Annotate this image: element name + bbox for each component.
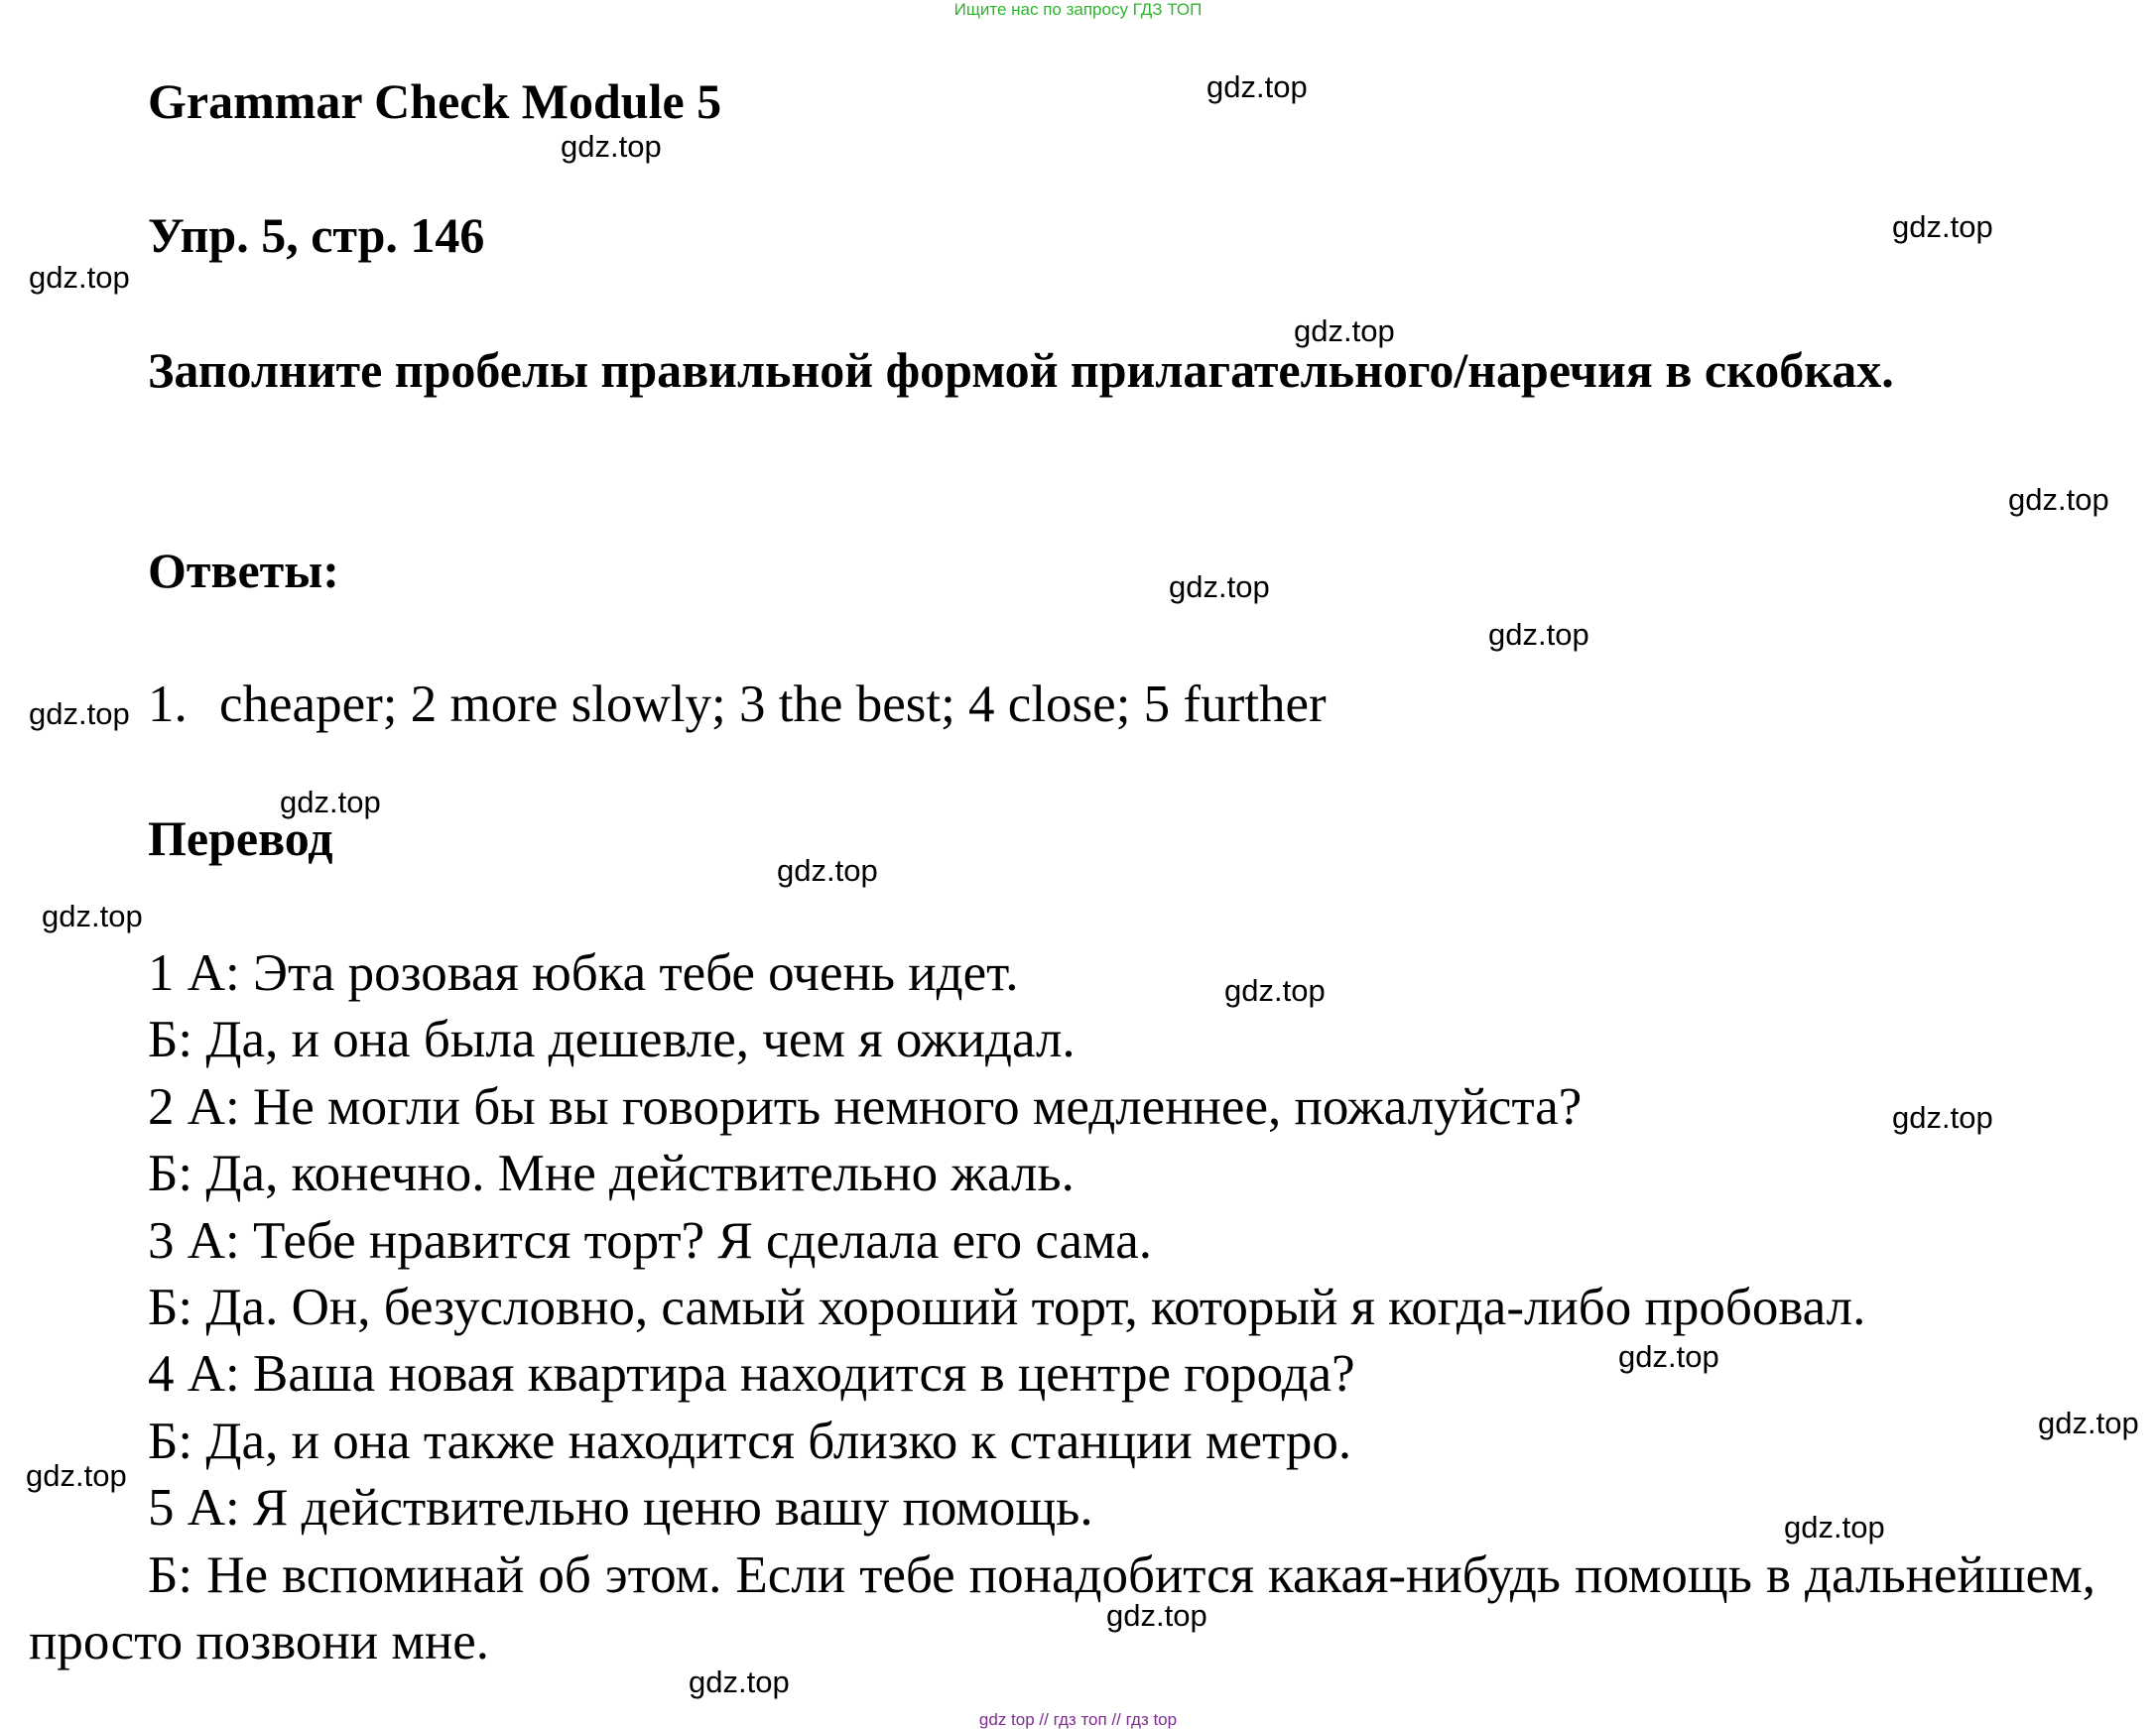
- watermark: gdz.top: [29, 260, 130, 295]
- watermark: gdz.top: [1892, 209, 1993, 244]
- watermark: gdz.top: [1106, 1598, 1207, 1633]
- translation-list: [29, 940, 2095, 1675]
- watermark: gdz.top: [29, 696, 130, 731]
- translation-line: 3 А: Тебе нравится торт? Я сделала его сама.: [148, 1211, 1152, 1270]
- translation-line: Б: Да. Он, безусловно, самый хороший торт, который я когда-либо пробовал.: [148, 1279, 1866, 1337]
- watermark: gdz.top: [1206, 69, 1308, 104]
- answers-line: [148, 675, 1327, 734]
- watermark: gdz.top: [1169, 569, 1270, 604]
- translation-line: Б: Да, конечно. Мне действительно жаль.: [148, 1145, 1075, 1203]
- translation-line: Б: Да, и она была дешевле, чем я ожидал.: [148, 1011, 1076, 1069]
- answers-number: 1.: [148, 676, 188, 733]
- page-title: Grammar Check Module 5: [148, 73, 722, 129]
- watermark: gdz.top: [280, 785, 381, 819]
- translation-line: Б: Не вспоминай об этом. Если тебе понадобится какая-нибудь помощь в дальнейшем, просто позвони мне.: [29, 1545, 2095, 1671]
- translation-line: 4 А: Ваша новая квартира находится в центре города?: [148, 1345, 1355, 1404]
- watermark: gdz.top: [1488, 617, 1589, 652]
- answers-heading: Ответы:: [148, 543, 339, 598]
- watermark: gdz.top: [2008, 482, 2109, 517]
- translation-heading: Перевод: [148, 810, 333, 866]
- task-instruction: Заполните пробелы правильной формой прилагательного/наречия в скобках.: [148, 342, 1894, 398]
- translation-line: 2 А: Не могли бы вы говорить немного медленнее, пожалуйста?: [148, 1077, 1583, 1136]
- top-banner-link[interactable]: Ищите нас по запросу ГДЗ ТОП: [953, 0, 1203, 19]
- watermark: gdz.top: [42, 899, 143, 933]
- footer-links[interactable]: gdz top // гдз топ // гдз top: [978, 1710, 1178, 1729]
- translation-line: Б: Да, и она также находится близко к станции метро.: [148, 1412, 1352, 1470]
- watermark: gdz.top: [777, 853, 878, 888]
- watermark: gdz.top: [1294, 313, 1395, 348]
- watermark: gdz.top: [1618, 1339, 1719, 1374]
- translation-line: 5 А: Я действительно ценю вашу помощь.: [148, 1479, 1093, 1538]
- exercise-reference: Упр. 5, стр. 146: [148, 207, 485, 263]
- watermark: gdz.top: [1892, 1100, 1993, 1135]
- watermark: gdz.top: [561, 129, 662, 164]
- watermark: gdz.top: [26, 1458, 127, 1493]
- translation-line: 1 А: Эта розовая юбка тебе очень идет.: [148, 944, 1019, 1002]
- watermark: gdz.top: [689, 1665, 790, 1699]
- answers-text: cheaper; 2 more slowly; 3 the best; 4 close; 5 further: [219, 676, 1327, 733]
- watermark: gdz.top: [2038, 1406, 2139, 1440]
- watermark: gdz.top: [1224, 973, 1326, 1008]
- watermark: gdz.top: [1784, 1510, 1885, 1544]
